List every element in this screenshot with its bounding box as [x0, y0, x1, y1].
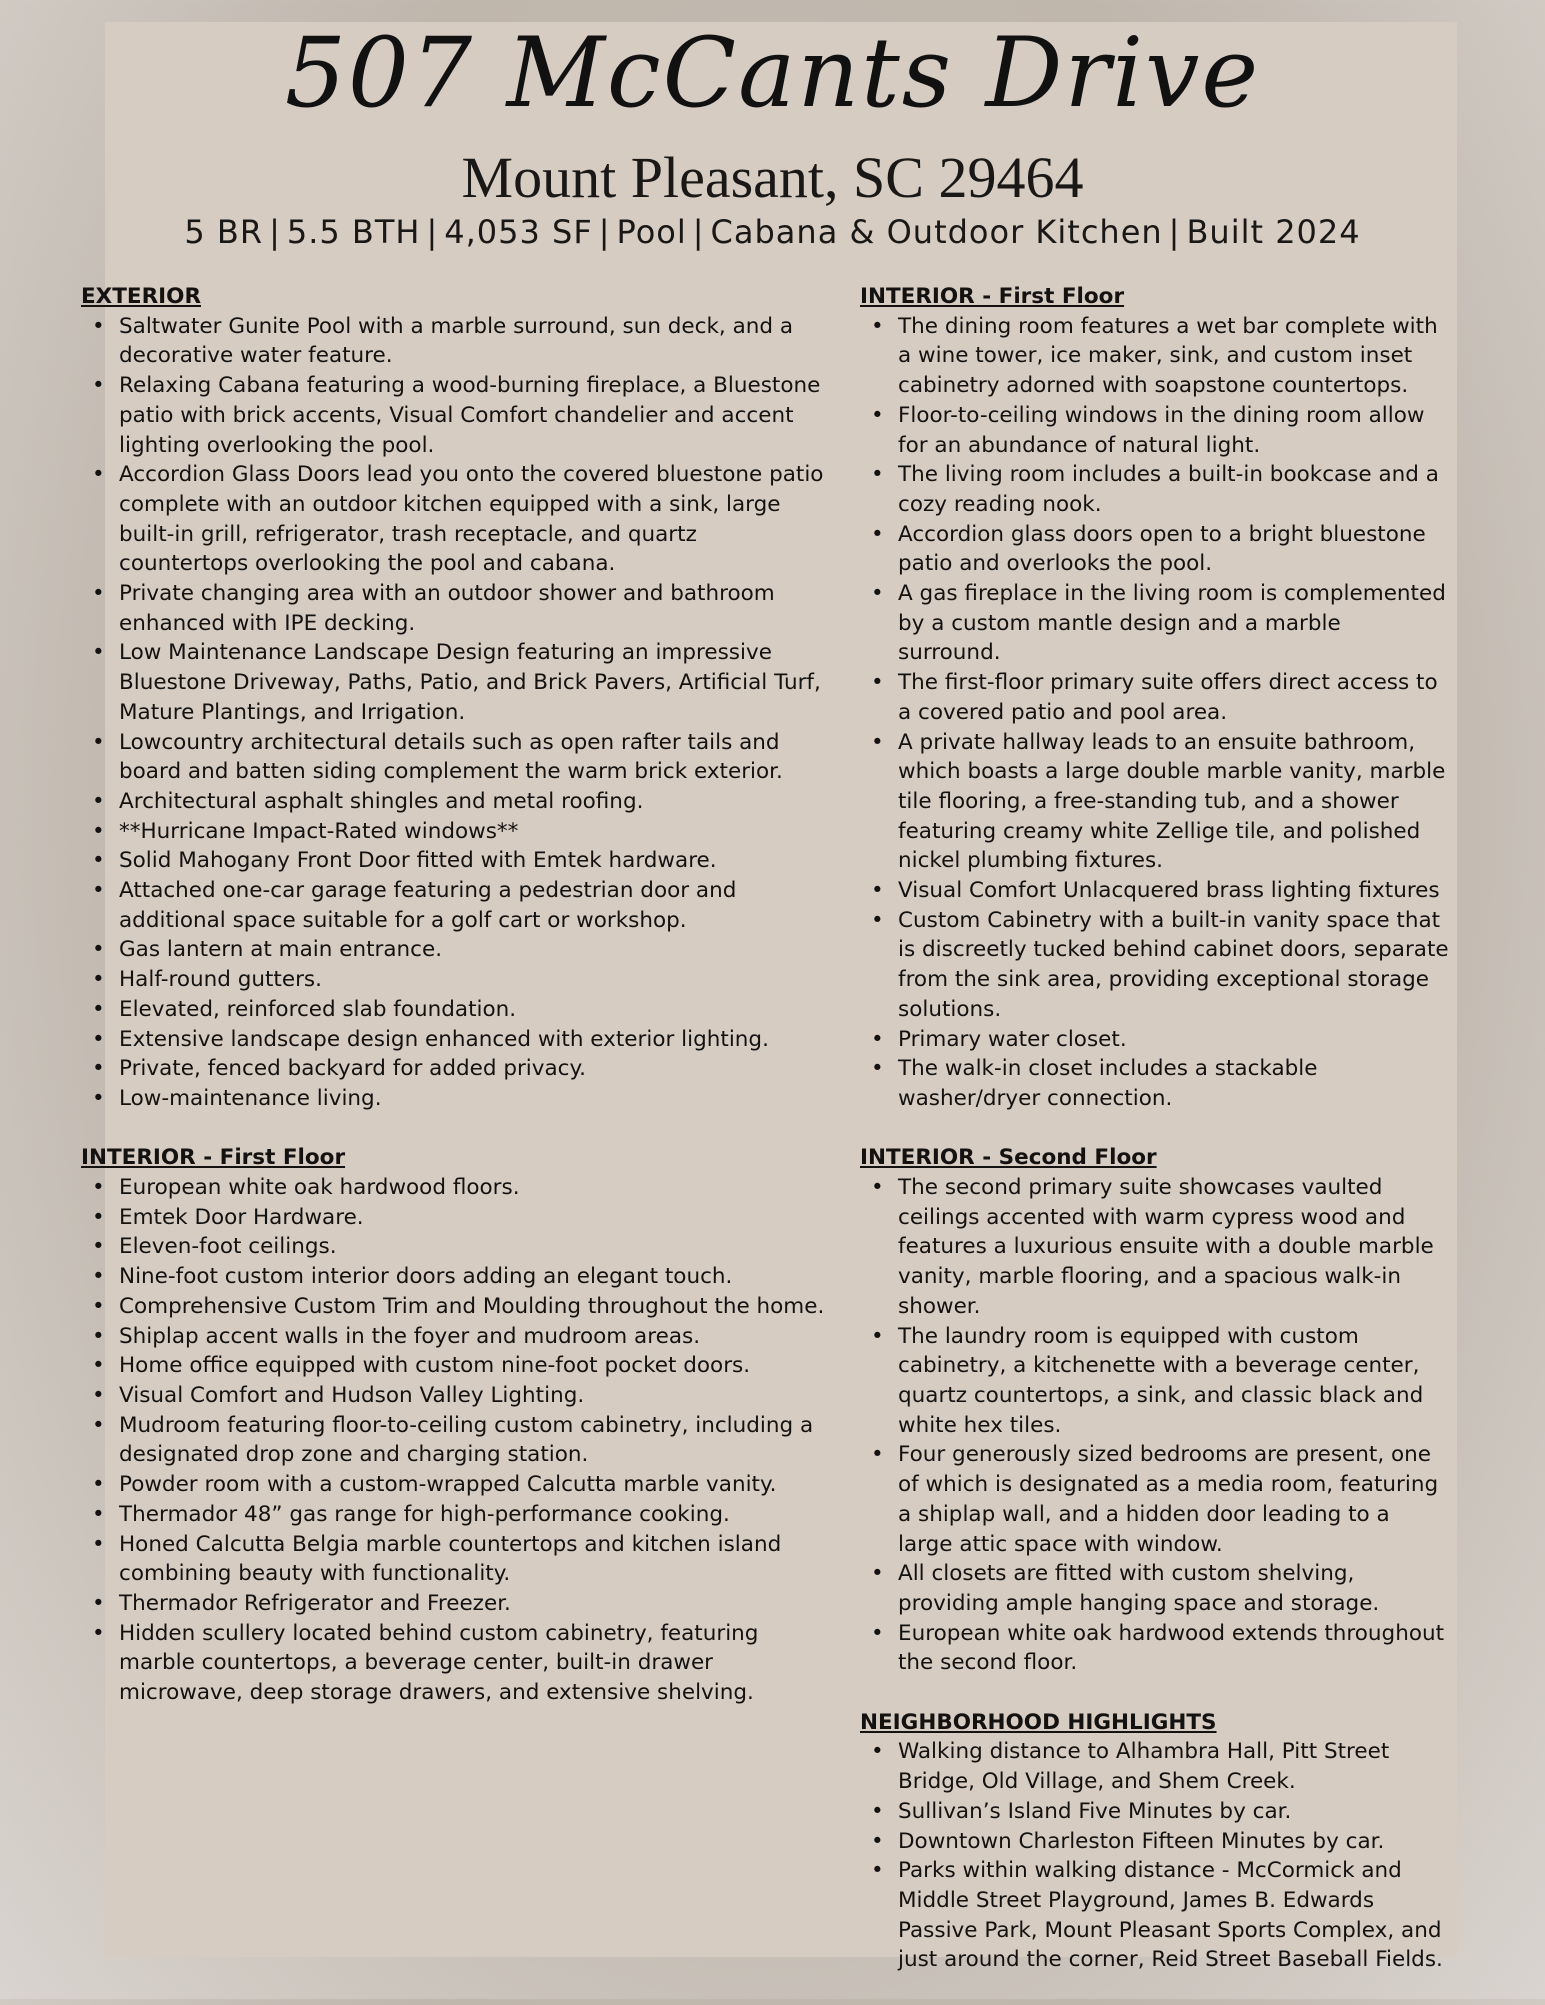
list-item: • Accordion glass doors open to a bright bluestone patio and overlooks the pool.	[898, 520, 1450, 579]
section-heading: INTERIOR - First Floor	[860, 284, 1125, 309]
section-heading: INTERIOR - First Floor	[81, 1145, 346, 1171]
list-item: • Hidden scullery located behind custom cabinetry, featuring marble countertops, a beverage center, built-in drawer microwave, deep storage drawers, and extensive shelving.	[119, 1619, 826, 1708]
section-interior-first-floor	[81, 1143, 826, 1707]
list-item: • A private hallway leads to an ensuite bathroom, which boasts a large double marble vanity, marble tile flooring, a free-standing tub, and a shower featuring creamy white Zellige tile, and polished nickel plumbing fixtures.	[898, 728, 1450, 877]
list-item: • Thermador Refrigerator and Freezer.	[119, 1589, 826, 1619]
city-state-zip: Mount Pleasant, SC 29464	[461, 145, 1084, 210]
property-specs	[0, 210, 1545, 254]
spec-built-year: Built 2024	[1186, 213, 1361, 251]
section-exterior	[81, 282, 826, 1114]
list-item: • Gas lantern at main entrance.	[119, 935, 826, 965]
list-item: • The first-floor primary suite offers direct access to a covered patio and pool area.	[898, 668, 1450, 727]
list-item: • Shiplap accent walls in the foyer and mudroom areas.	[119, 1322, 826, 1352]
spec-divider: |	[598, 213, 611, 251]
section-heading: NEIGHBORHOOD HIGHLIGHTS	[860, 1709, 1217, 1735]
spec-cabana: Cabana & Outdoor Kitchen	[710, 213, 1163, 251]
list-item: • Parks within walking distance - McCormick and Middle Street Playground, James B. Edwards Passive Park, Mount Pleasant Sports Complex, and just around the corner, Reid Street Baseball Fields.	[898, 1856, 1450, 1975]
feature-list	[860, 1737, 1450, 1975]
list-item: • Visual Comfort Unlacquered brass lighting fixtures	[898, 876, 1450, 906]
spec-square-feet: 4,053 SF	[444, 213, 593, 251]
feature-list	[860, 1173, 1450, 1678]
list-item: • The living room includes a built-in bookcase and a cozy reading nook.	[898, 460, 1450, 519]
list-item: • Comprehensive Custom Trim and Moulding throughout the home.	[119, 1292, 826, 1322]
spec-bathrooms: 5.5 BTH	[286, 213, 421, 251]
list-item: • European white oak hardwood extends throughout the second floor.	[898, 1619, 1450, 1678]
spec-pool: Pool	[616, 213, 687, 251]
right-column	[860, 282, 1450, 2005]
feature-list	[860, 312, 1450, 1114]
list-item: • Eleven-foot ceilings.	[119, 1232, 826, 1262]
spec-divider: |	[426, 213, 439, 251]
list-item: • Elevated, reinforced slab foundation.	[119, 995, 826, 1025]
list-item: • Private, fenced backyard for added privacy.	[119, 1054, 826, 1084]
list-item: • Architectural asphalt shingles and metal roofing.	[119, 787, 826, 817]
list-item: • Downtown Charleston Fifteen Minutes by car.	[898, 1827, 1450, 1857]
list-item: • Low Maintenance Landscape Design featuring an impressive Bluestone Driveway, Paths, Patio, and Brick Pavers, Artificial Turf, Mature Plantings, and Irrigation.	[119, 638, 826, 727]
spec-divider: |	[692, 213, 705, 251]
list-item: • Attached one-car garage featuring a pedestrian door and additional space suitable for a golf cart or workshop.	[119, 876, 826, 935]
list-item: • A gas fireplace in the living room is complemented by a custom mantle design and a marble surround.	[898, 579, 1450, 668]
list-item: • The walk-in closet includes a stackable washer/dryer connection.	[898, 1054, 1450, 1113]
section-heading: EXTERIOR	[81, 284, 202, 309]
list-item: • Low-maintenance living.	[119, 1084, 826, 1114]
feature-list	[81, 1173, 826, 1708]
spec-bedrooms: 5 BR	[184, 213, 264, 251]
list-item: • Floor-to-ceiling windows in the dining room allow for an abundance of natural light.	[898, 401, 1450, 460]
list-item: • Honed Calcutta Belgia marble countertops and kitchen island combining beauty with functionality.	[119, 1530, 826, 1589]
list-item: • Nine-foot custom interior doors adding an elegant touch.	[119, 1262, 826, 1292]
list-item: • The second primary suite showcases vaulted ceilings accented with warm cypress wood and features a luxurious ensuite with a double marble vanity, marble flooring, and a spacious walk-in shower.	[898, 1173, 1450, 1322]
list-item: • The dining room features a wet bar complete with a wine tower, ice maker, sink, and custom inset cabinetry adorned with soapstone countertops.	[898, 312, 1450, 401]
list-item: • Powder room with a custom-wrapped Calcutta marble vanity.	[119, 1470, 826, 1500]
list-item: • European white oak hardwood floors.	[119, 1173, 826, 1203]
list-item: • Visual Comfort and Hudson Valley Lighting.	[119, 1381, 826, 1411]
list-item: • The laundry room is equipped with custom cabinetry, a kitchenette with a beverage center, quartz countertops, a sink, and classic black and white hex tiles.	[898, 1322, 1450, 1441]
list-item: • Relaxing Cabana featuring a wood-burning fireplace, a Bluestone patio with brick accents, Visual Comfort chandelier and accent lighting overlooking the pool.	[119, 371, 826, 460]
list-item: • Thermador 48” gas range for high-performance cooking.	[119, 1500, 826, 1530]
feature-list	[81, 312, 826, 1114]
list-item: • Mudroom featuring floor-to-ceiling custom cabinetry, including a designated drop zone and charging station.	[119, 1411, 826, 1470]
spec-divider: |	[1168, 213, 1181, 251]
list-item: • Saltwater Gunite Pool with a marble surround, sun deck, and a decorative water feature.	[119, 312, 826, 371]
section-interior-second-floor	[860, 1143, 1450, 1678]
list-item: • Primary water closet.	[898, 1025, 1450, 1055]
spec-divider: |	[269, 213, 281, 251]
list-item: • Emtek Door Hardware.	[119, 1203, 826, 1233]
list-item: • Solid Mahogany Front Door fitted with Emtek hardware.	[119, 846, 826, 876]
section-neighborhood-highlights	[860, 1708, 1450, 1975]
list-item: • Extensive landscape design enhanced with exterior lighting.	[119, 1025, 826, 1055]
list-item: • Four generously sized bedrooms are present, one of which is designated as a media room, featuring a shiplap wall, and a hidden door leading to a large attic space with window.	[898, 1440, 1450, 1559]
list-item: • All closets are fitted with custom shelving, providing ample hanging space and storage.	[898, 1559, 1450, 1618]
list-item: • Walking distance to Alhambra Hall, Pitt Street Bridge, Old Village, and Shem Creek.	[898, 1737, 1450, 1796]
list-item: • Custom Cabinetry with a built-in vanity space that is discreetly tucked behind cabinet doors, separate from the sink area, providing exceptional storage solutions.	[898, 906, 1450, 1025]
list-item: • Half-round gutters.	[119, 965, 826, 995]
list-item: • Home office equipped with custom nine-foot pocket doors.	[119, 1351, 826, 1381]
section-heading: INTERIOR - Second Floor	[860, 1145, 1157, 1171]
list-item: • Sullivan’s Island Five Minutes by car.	[898, 1797, 1450, 1827]
list-item: • Private changing area with an outdoor shower and bathroom enhanced with IPE decking.	[119, 579, 826, 638]
list-item: • **Hurricane Impact-Rated windows**	[119, 817, 826, 847]
list-item: • Lowcountry architectural details such as open rafter tails and board and batten siding complement the warm brick exterior.	[119, 728, 826, 787]
property-address-title: 507 McCants Drive	[284, 17, 1261, 129]
list-item: • Accordion Glass Doors lead you onto the covered bluestone patio complete with an outdoor kitchen equipped with a sink, large built-in grill, refrigerator, trash receptacle, and quartz countertops overlooking the pool and cabana.	[119, 460, 826, 579]
left-column	[81, 282, 826, 1737]
section-interior-first-floor-continued	[860, 282, 1450, 1114]
